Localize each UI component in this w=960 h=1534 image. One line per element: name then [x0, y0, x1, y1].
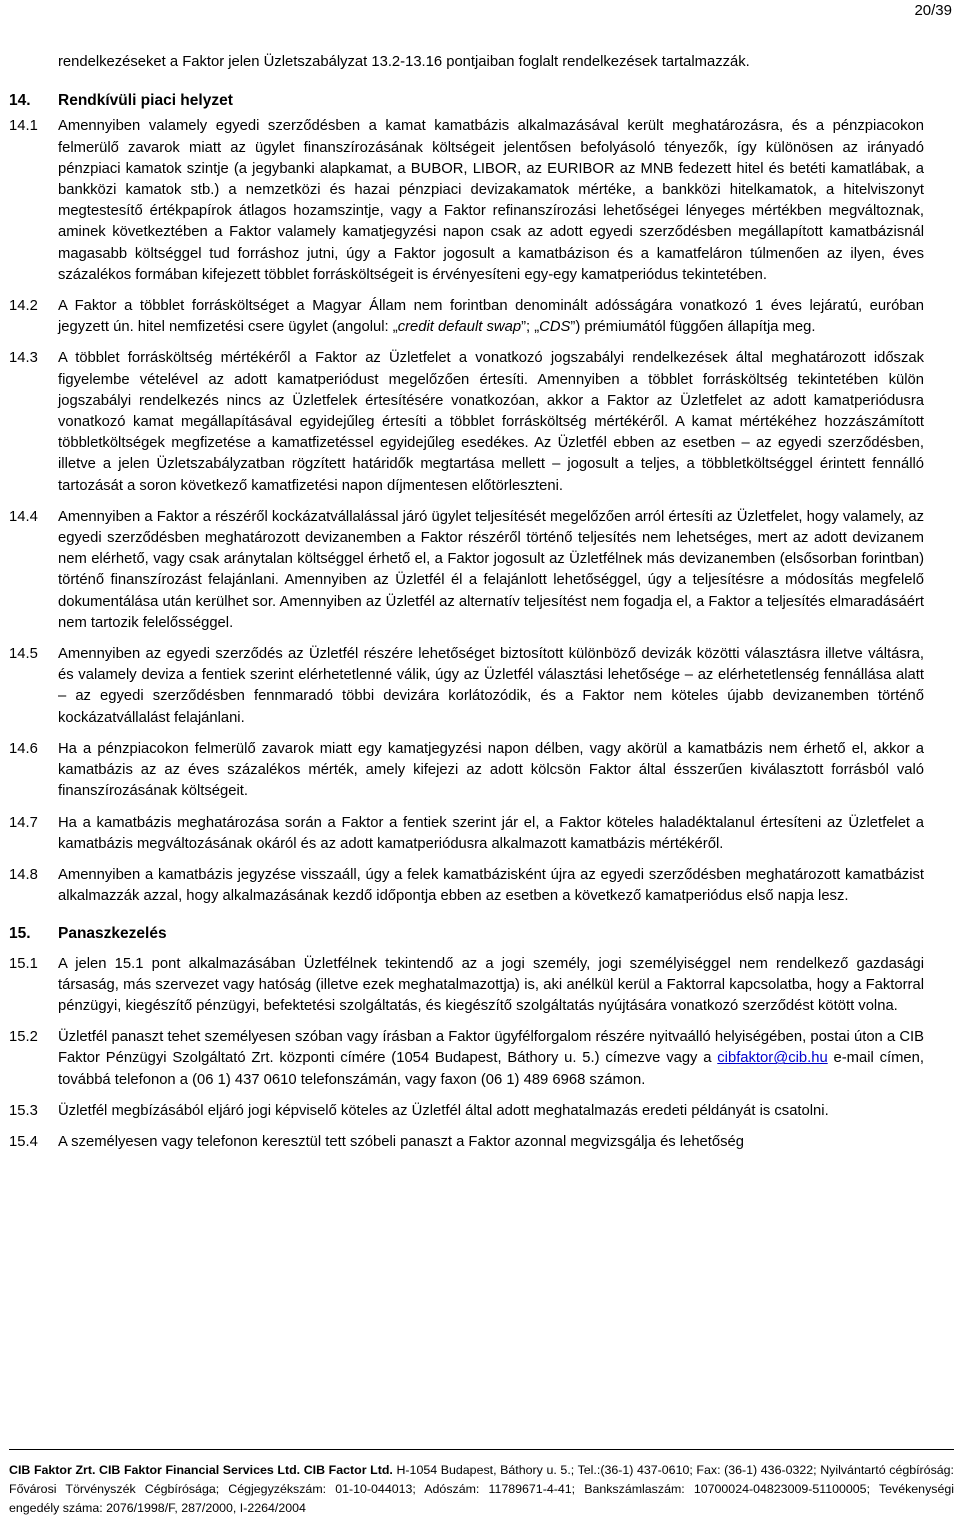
section-number: 14. [9, 92, 31, 110]
clause-15-3 [9, 1101, 924, 1122]
clause-italic-term: credit default swap [397, 319, 522, 336]
clause-text-part: e-mail címen, továbbá telefonon a (06 1) 437 0610 telefonszámán, vagy faxon (06 1) 489 6968 számon. [58, 1050, 924, 1088]
clause-text [58, 296, 924, 338]
clause-text [58, 1027, 924, 1091]
email-link[interactable]: cibfaktor@cib.hu [717, 1050, 828, 1067]
section-heading [9, 90, 924, 111]
clause-text: A személyesen vagy telefonon keresztül tett szóbeli panaszt a Faktor azonnal megvizsgálja és lehetőség [58, 1133, 744, 1150]
clause-number: 14.5 [9, 646, 38, 663]
clause-number: 14.8 [9, 866, 38, 883]
clause-14-4 [9, 507, 924, 634]
page-footer [9, 1461, 954, 1518]
clause-14-3 [9, 348, 924, 496]
clause-text: Amennyiben az egyedi szerződés az Üzletfél részére lehetőséget biztosított különböző devizák közötti választásra illetve váltásra, és valamely deviza a fentiek szerint elérhetetlenné válik, úgy az Üzletfél választási lehetősége – az elérhetetlenség fennállása alatt – az egyedi szerződésben fennmaradó többi devizára korlátozódik, és a Faktor nem köteles újabb devizanemben történő kockázatvállalást felajánlani. [58, 646, 924, 726]
clause-number: 14.4 [9, 508, 38, 525]
clause-14-5 [9, 644, 924, 729]
section-title: Panaszkezelés [58, 925, 167, 943]
clause-number: 15.2 [9, 1029, 38, 1046]
clause-15-2 [9, 1027, 924, 1091]
clause-text-part: ”; „ [521, 319, 540, 336]
clause-text: A jelen 15.1 pont alkalmazásában Üzletfélnek tekintendő az a jogi személy, jogi személyiséggel nem rendelkező gazdasági társaság, más szervezet vagy hatóság (illetve ezek meghatalmazottja) is, aki anélkül kerül a Faktorral kapcsolatba, hogy a Faktorral pénzügyi, kiegészítő pénzügyi, befektetési szolgáltatás, és kiegészítő szolgáltatás nyújtására vonatkozó szerződést kötött volna. [58, 955, 924, 1014]
intro-paragraph: rendelkezéseket a Faktor jelen Üzletszabályzat 13.2-13.16 pontjaiban foglalt rendelkezések tartalmazzák. [58, 54, 750, 70]
section-title: Rendkívüli piaci helyzet [58, 92, 233, 110]
clause-text-part: A Faktor a többlet forrásköltséget a Magyar Állam nem forintban denominált adósságára vonatkozó 1 éves lejáratú, euróban jegyzett ún. hitel nemfizetési csere ügylet (angolul: „ [58, 298, 924, 336]
clause-number: 15.3 [9, 1102, 38, 1119]
clause-number: 14.1 [9, 118, 38, 135]
clause-15-1 [9, 954, 924, 1018]
clause-number: 15.1 [9, 955, 38, 972]
clause-14-7 [9, 813, 924, 855]
clause-text-part: Üzletfél panaszt tehet személyesen szóban vagy írásban a Faktor ügyfélforgalom részére nyitvaálló helyiségében, postai úton a CIB Faktor Pénzügyi Szolgáltató Zrt. központi címére (1054 Budapest, Báthory u. 5.) címezve vagy a [58, 1029, 924, 1067]
clause-15-4 [9, 1132, 924, 1153]
clause-number: 14.2 [9, 298, 38, 315]
clause-14-2 [9, 296, 924, 338]
clause-text: Ha a pénzpiacokon felmerülő zavarok miatt egy kamatjegyzési napon délben, vagy akörül a kamatbázis nem érhető el, akkor a kamatbázis az az éves százalékos mérték, amely kifejezi az adott kölcsön Faktor által ésszerűen kiválasztott forrásból való finanszírozásának költségeit. [58, 740, 924, 800]
page-number: 20/39 [914, 2, 952, 19]
clause-number: 14.6 [9, 740, 38, 757]
clause-text: Amennyiben a kamatbázis jegyzése visszaáll, úgy a felek kamatbázisként újra az egyedi szerződésben meghatározott kamatbázist alkalmazzák azzal, hogy alkalmazásának kezdő időpontja ebben az esetben a következő kamatperiódus első napja lesz. [58, 866, 924, 905]
clause-number: 14.3 [9, 350, 38, 367]
clause-number: 15.4 [9, 1133, 38, 1150]
footer-company-names: CIB Faktor Zrt. CIB Faktor Financial Services Ltd. CIB Factor Ltd. [9, 1463, 393, 1477]
clause-text: Ha a kamatbázis meghatározása során a Faktor a fentiek szerint jár el, a Faktor köteles haladéktalanul értesíteni az Üzletfelet a kamatbázis megváltozásának okáról és az adott kamatperiódusra alkalmazott kamatbázis mértékéről. [58, 814, 924, 852]
clause-text: Amennyiben a Faktor a részéről kockázatvállalással járó ügylet teljesítését megelőzően arról értesíti az Üzletfelet, hogy valamely, az egyedi szerződésben meghatározott devizanemben a Faktor részéről történő teljesítés nem lehetséges, mert az adott devizanem nem elérhető, vagy csak aránytalan költséggel érhető el, a Faktor jogosult az Üzletfélnek más devizanemben (elsősorban forintban) történő finanszírozást felajánlani. Amennyiben az Üzletfél él a felajánlott lehetőséggel, úgy a teljesítésre a módosítás megfelelő dokumentálása után kerülhet sor. Amennyiben az Üzletfél az alternatív teljesítést nem fogadja el, a Faktor a teljesítés elmaradásáért nem tartozik felelősséggel. [58, 508, 924, 631]
section-heading [9, 923, 924, 944]
clause-italic-term: CDS [539, 319, 571, 336]
document-body [9, 52, 924, 1153]
section-number: 15. [9, 925, 31, 943]
footer-divider [9, 1449, 954, 1450]
clause-14-6 [9, 739, 924, 803]
clause-text: Üzletfél megbízásából eljáró jogi képviselő köteles az Üzletfél által adott meghatalmazás eredeti példányát is csatolni. [58, 1102, 829, 1119]
clause-number: 14.7 [9, 814, 38, 831]
clause-text: A többlet forrásköltség mértékéről a Faktor az Üzletfelet a vonatkozó jogszabályi rendelkezések által meghatározott időszak figyelembe vételével az adott kamatperiódust megelőzően értesíti. Amennyiben a többlet forrásköltség tekintetében külön jogszabályi rendelkezés nincs az Üzletfelek értesítésére vonatkozóan, akkor a Faktor az Üzletfelet az adott kamatperiódusra vonatkozó kamat megállapításával egyidejűleg értesíti a többlet forrásköltség mértékéről. A kamat mértékéhez hozzászámított többletköltségek megfizetése a kamatfizetéssel egyidejűleg esedékes. Az Üzletfél ebben az esetben – az egyedi szerződésben, illetve a jelen Üzletszabályzatban rögzített határidők megtartása mellett – jogosult a teljes, a többletköltséggel érintett fennálló tartozását a soron következő kamatfizetési napon díjmentesen előtörleszteni. [58, 350, 924, 494]
footer-details: H-1054 Budapest, Báthory u. 5.; Tel.:(36-1) 437-0610; Fax: (36-1) 436-0322; Nyilvántartó cégbíróság: Fővárosi Törvényszék Cégbírósága; Cégjegyzékszám: 01-10-044013; Adószám: 11789671-4-41; Bankszámlaszám: 10700024-04823009-51100005; Tevékenységi engedély száma: 2076/1998/F, 287/2000, I-2264/2004 [9, 1463, 954, 1515]
clause-14-1 [9, 116, 924, 286]
clause-text: Amennyiben valamely egyedi szerződésben a kamat kamatbázis alkalmazásával került meghatározásra, és a pénzpiacokon felmerülő zavarok miatt az ügylet finanszírozásának költségeit jelentősen befolyásoló tényezők, így különösen az irányadó pénzpiaci kamatok szintje (a jegybanki alapkamat, a BUBOR, LIBOR, az EURIBOR az MNB fedezett hitel és betéti kamatlábak, a bankközi kamatok stb.) a nemzetközi és hazai pénzpiaci devizakamatok mértéke, a bankközi hitelkamatok, a hitelviszonyt megtestesítő értékpapírok átlagos hozamszintje, vagy a Faktor refinanszírozási lehetőségei lényeges mértékben megváltoznak, aminek következtében a Faktor valamely kamatjegyzési napon csak az adott egyedi szerződésben megállapított kamatbázisnál magasabb költséggel tud forráshoz jutni, úgy a Faktor jogosult a kamatbázison és a kamatfeláron túlmenően az ilyen, éves százalékos formában kifejezett többlet forrásköltségeit is érvényesíteni egy-egy kamatperiódus tekintetében. [58, 118, 924, 283]
clause-14-8 [9, 865, 924, 907]
clause-text-part: ”) prémiumától függően állapítja meg. [570, 319, 816, 336]
